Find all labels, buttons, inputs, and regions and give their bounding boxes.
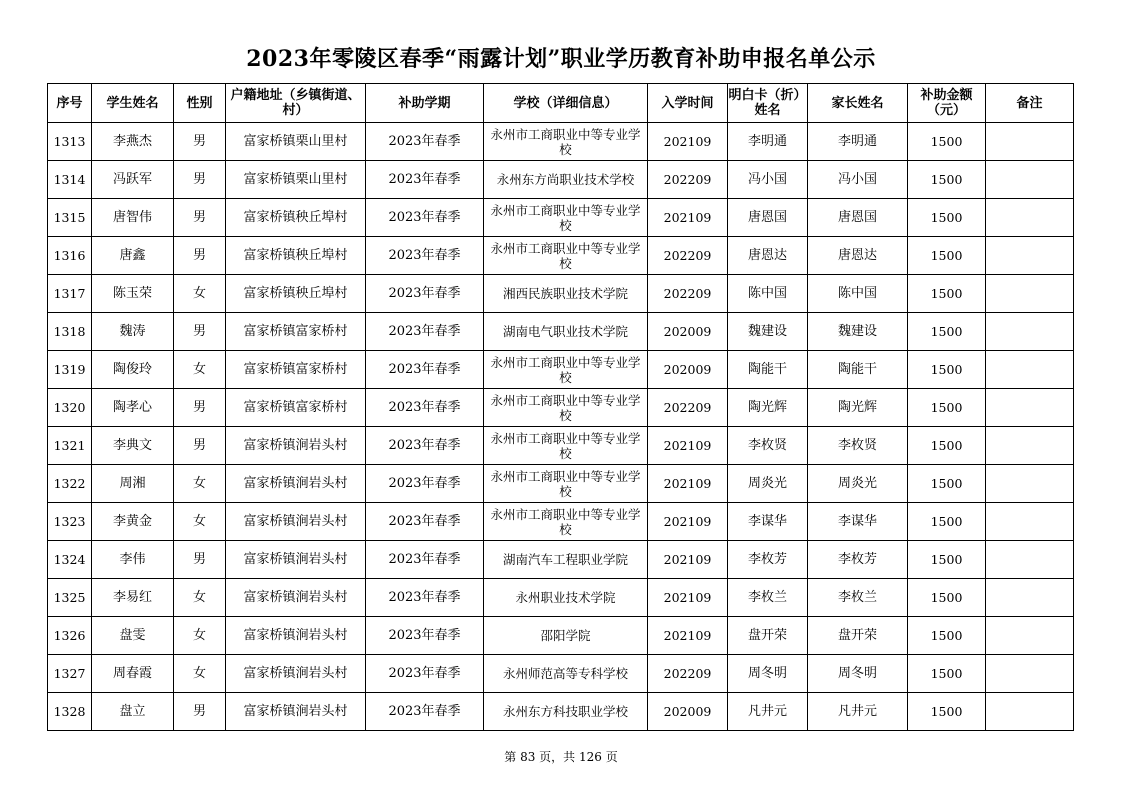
enrollment-date-cell: 202109 xyxy=(648,541,728,579)
remarks-cell xyxy=(986,237,1074,275)
student-name-cell: 唐智伟 xyxy=(92,199,174,237)
household-address-cell: 富家桥镇栗山里村 xyxy=(226,123,366,161)
household-address-cell: 富家桥镇秧丘埠村 xyxy=(226,199,366,237)
enrollment-date-cell: 202209 xyxy=(648,275,728,313)
school-cell: 永州东方尚职业技术学校 xyxy=(484,161,648,199)
household-address-cell: 富家桥镇涧岩头村 xyxy=(226,427,366,465)
card-holder-name-cell: 李枚兰 xyxy=(728,579,808,617)
serial-number-cell: 1322 xyxy=(48,465,92,503)
student-name-cell: 陶孝心 xyxy=(92,389,174,427)
enrollment-date-cell: 202009 xyxy=(648,351,728,389)
parent-name-cell: 陈中国 xyxy=(808,275,908,313)
table-row xyxy=(48,427,1074,465)
serial-number-cell: 1315 xyxy=(48,199,92,237)
household-address-cell: 富家桥镇富家桥村 xyxy=(226,351,366,389)
parent-name-cell: 周冬明 xyxy=(808,655,908,693)
subsidy-term-cell: 2023年春季 xyxy=(366,313,484,351)
household-address-cell: 富家桥镇涧岩头村 xyxy=(226,579,366,617)
card-holder-name-cell: 李明通 xyxy=(728,123,808,161)
column-header: 性别 xyxy=(174,84,226,123)
enrollment-date-cell: 202209 xyxy=(648,655,728,693)
school-cell: 湘西民族职业技术学院 xyxy=(484,275,648,313)
household-address-cell: 富家桥镇涧岩头村 xyxy=(226,503,366,541)
school-cell: 湖南电气职业技术学院 xyxy=(484,313,648,351)
subsidy-amount-cell: 1500 xyxy=(908,351,986,389)
remarks-cell xyxy=(986,427,1074,465)
gender-cell: 男 xyxy=(174,161,226,199)
school-cell: 永州市工商职业中等专业学校 xyxy=(484,199,648,237)
serial-number-cell: 1328 xyxy=(48,693,92,731)
school-cell: 永州职业技术学院 xyxy=(484,579,648,617)
enrollment-date-cell: 202009 xyxy=(648,693,728,731)
school-cell: 永州市工商职业中等专业学校 xyxy=(484,465,648,503)
household-address-cell: 富家桥镇秧丘埠村 xyxy=(226,237,366,275)
card-holder-name-cell: 唐恩达 xyxy=(728,237,808,275)
subsidy-amount-cell: 1500 xyxy=(908,465,986,503)
table-header-row xyxy=(48,84,1074,123)
subsidy-amount-cell: 1500 xyxy=(908,503,986,541)
gender-cell: 男 xyxy=(174,541,226,579)
student-name-cell: 冯跃军 xyxy=(92,161,174,199)
household-address-cell: 富家桥镇富家桥村 xyxy=(226,389,366,427)
enrollment-date-cell: 202009 xyxy=(648,313,728,351)
subsidy-term-cell: 2023年春季 xyxy=(366,503,484,541)
household-address-cell: 富家桥镇涧岩头村 xyxy=(226,465,366,503)
card-holder-name-cell: 李谋华 xyxy=(728,503,808,541)
column-header: 备注 xyxy=(986,84,1074,123)
card-holder-name-cell: 唐恩国 xyxy=(728,199,808,237)
parent-name-cell: 李枚芳 xyxy=(808,541,908,579)
serial-number-cell: 1323 xyxy=(48,503,92,541)
household-address-cell: 富家桥镇栗山里村 xyxy=(226,161,366,199)
parent-name-cell: 李谋华 xyxy=(808,503,908,541)
table-row xyxy=(48,389,1074,427)
subsidy-amount-cell: 1500 xyxy=(908,237,986,275)
enrollment-date-cell: 202109 xyxy=(648,579,728,617)
household-address-cell: 富家桥镇秧丘埠村 xyxy=(226,275,366,313)
parent-name-cell: 李明通 xyxy=(808,123,908,161)
remarks-cell xyxy=(986,693,1074,731)
serial-number-cell: 1324 xyxy=(48,541,92,579)
gender-cell: 女 xyxy=(174,351,226,389)
parent-name-cell: 陶能干 xyxy=(808,351,908,389)
serial-number-cell: 1320 xyxy=(48,389,92,427)
table-row xyxy=(48,465,1074,503)
table-row xyxy=(48,655,1074,693)
table-row xyxy=(48,161,1074,199)
subsidy-amount-cell: 1500 xyxy=(908,275,986,313)
serial-number-cell: 1325 xyxy=(48,579,92,617)
card-holder-name-cell: 凡井元 xyxy=(728,693,808,731)
school-cell: 永州市工商职业中等专业学校 xyxy=(484,351,648,389)
enrollment-date-cell: 202209 xyxy=(648,237,728,275)
student-name-cell: 李黄金 xyxy=(92,503,174,541)
student-name-cell: 李易红 xyxy=(92,579,174,617)
remarks-cell xyxy=(986,465,1074,503)
subsidy-term-cell: 2023年春季 xyxy=(366,123,484,161)
remarks-cell xyxy=(986,541,1074,579)
student-name-cell: 李伟 xyxy=(92,541,174,579)
gender-cell: 女 xyxy=(174,655,226,693)
student-name-cell: 唐鑫 xyxy=(92,237,174,275)
student-name-cell: 李典文 xyxy=(92,427,174,465)
page-footer: 第 83 页，共 126 页 xyxy=(504,750,618,764)
student-name-cell: 陈玉荣 xyxy=(92,275,174,313)
gender-cell: 男 xyxy=(174,313,226,351)
enrollment-date-cell: 202209 xyxy=(648,389,728,427)
subsidy-amount-cell: 1500 xyxy=(908,389,986,427)
household-address-cell: 富家桥镇涧岩头村 xyxy=(226,541,366,579)
table-row xyxy=(48,579,1074,617)
school-cell: 永州师范高等专科学校 xyxy=(484,655,648,693)
gender-cell: 女 xyxy=(174,579,226,617)
gender-cell: 女 xyxy=(174,617,226,655)
remarks-cell xyxy=(986,579,1074,617)
gender-cell: 男 xyxy=(174,389,226,427)
parent-name-cell: 周炎光 xyxy=(808,465,908,503)
subsidy-amount-cell: 1500 xyxy=(908,199,986,237)
subsidy-term-cell: 2023年春季 xyxy=(366,579,484,617)
subsidy-term-cell: 2023年春季 xyxy=(366,465,484,503)
subsidy-amount-cell: 1500 xyxy=(908,123,986,161)
subsidy-amount-cell: 1500 xyxy=(908,693,986,731)
subsidy-term-cell: 2023年春季 xyxy=(366,389,484,427)
school-cell: 邵阳学院 xyxy=(484,617,648,655)
subsidy-amount-cell: 1500 xyxy=(908,541,986,579)
card-holder-name-cell: 周冬明 xyxy=(728,655,808,693)
school-cell: 永州市工商职业中等专业学校 xyxy=(484,427,648,465)
card-holder-name-cell: 李枚芳 xyxy=(728,541,808,579)
column-header: 补助金额（元） xyxy=(908,84,986,123)
table-row xyxy=(48,123,1074,161)
school-cell: 永州市工商职业中等专业学校 xyxy=(484,389,648,427)
enrollment-date-cell: 202109 xyxy=(648,199,728,237)
school-cell: 湖南汽车工程职业学院 xyxy=(484,541,648,579)
remarks-cell xyxy=(986,351,1074,389)
subsidy-term-cell: 2023年春季 xyxy=(366,617,484,655)
household-address-cell: 富家桥镇富家桥村 xyxy=(226,313,366,351)
card-holder-name-cell: 冯小国 xyxy=(728,161,808,199)
page-title: 2023年零陵区春季“雨露计划”职业学历教育补助申报名单公示 xyxy=(246,46,876,72)
serial-number-cell: 1326 xyxy=(48,617,92,655)
table-row xyxy=(48,541,1074,579)
household-address-cell: 富家桥镇涧岩头村 xyxy=(226,693,366,731)
gender-cell: 男 xyxy=(174,693,226,731)
parent-name-cell: 凡井元 xyxy=(808,693,908,731)
card-holder-name-cell: 陶能干 xyxy=(728,351,808,389)
gender-cell: 男 xyxy=(174,199,226,237)
subsidy-table xyxy=(47,83,1074,731)
serial-number-cell: 1327 xyxy=(48,655,92,693)
table-row xyxy=(48,199,1074,237)
serial-number-cell: 1321 xyxy=(48,427,92,465)
column-header: 入学时间 xyxy=(648,84,728,123)
serial-number-cell: 1313 xyxy=(48,123,92,161)
remarks-cell xyxy=(986,503,1074,541)
enrollment-date-cell: 202109 xyxy=(648,427,728,465)
card-holder-name-cell: 盘开荣 xyxy=(728,617,808,655)
column-header: 序号 xyxy=(48,84,92,123)
student-name-cell: 盘立 xyxy=(92,693,174,731)
subsidy-amount-cell: 1500 xyxy=(908,313,986,351)
subsidy-amount-cell: 1500 xyxy=(908,161,986,199)
enrollment-date-cell: 202109 xyxy=(648,465,728,503)
enrollment-date-cell: 202109 xyxy=(648,503,728,541)
subsidy-amount-cell: 1500 xyxy=(908,617,986,655)
remarks-cell xyxy=(986,199,1074,237)
column-header: 明白卡（折）姓名 xyxy=(728,84,808,123)
remarks-cell xyxy=(986,389,1074,427)
household-address-cell: 富家桥镇涧岩头村 xyxy=(226,655,366,693)
table-body xyxy=(48,123,1074,731)
parent-name-cell: 李枚兰 xyxy=(808,579,908,617)
student-name-cell: 周春霞 xyxy=(92,655,174,693)
student-name-cell: 周湘 xyxy=(92,465,174,503)
gender-cell: 男 xyxy=(174,123,226,161)
parent-name-cell: 唐恩国 xyxy=(808,199,908,237)
parent-name-cell: 李枚贤 xyxy=(808,427,908,465)
subsidy-amount-cell: 1500 xyxy=(908,655,986,693)
subsidy-term-cell: 2023年春季 xyxy=(366,427,484,465)
table-row xyxy=(48,693,1074,731)
table-row xyxy=(48,351,1074,389)
remarks-cell xyxy=(986,617,1074,655)
table-row xyxy=(48,275,1074,313)
school-cell: 永州市工商职业中等专业学校 xyxy=(484,123,648,161)
subsidy-term-cell: 2023年春季 xyxy=(366,655,484,693)
subsidy-term-cell: 2023年春季 xyxy=(366,199,484,237)
enrollment-date-cell: 202109 xyxy=(648,123,728,161)
table-row xyxy=(48,617,1074,655)
gender-cell: 女 xyxy=(174,503,226,541)
subsidy-term-cell: 2023年春季 xyxy=(366,351,484,389)
enrollment-date-cell: 202109 xyxy=(648,617,728,655)
parent-name-cell: 冯小国 xyxy=(808,161,908,199)
card-holder-name-cell: 周炎光 xyxy=(728,465,808,503)
column-header: 户籍地址（乡镇街道、村） xyxy=(226,84,366,123)
remarks-cell xyxy=(986,123,1074,161)
household-address-cell: 富家桥镇涧岩头村 xyxy=(226,617,366,655)
subsidy-term-cell: 2023年春季 xyxy=(366,237,484,275)
card-holder-name-cell: 陈中国 xyxy=(728,275,808,313)
subsidy-term-cell: 2023年春季 xyxy=(366,161,484,199)
parent-name-cell: 唐恩达 xyxy=(808,237,908,275)
table-row xyxy=(48,503,1074,541)
subsidy-term-cell: 2023年春季 xyxy=(366,693,484,731)
column-header: 家长姓名 xyxy=(808,84,908,123)
remarks-cell xyxy=(986,313,1074,351)
subsidy-amount-cell: 1500 xyxy=(908,427,986,465)
remarks-cell xyxy=(986,275,1074,313)
serial-number-cell: 1314 xyxy=(48,161,92,199)
serial-number-cell: 1316 xyxy=(48,237,92,275)
card-holder-name-cell: 陶光辉 xyxy=(728,389,808,427)
parent-name-cell: 陶光辉 xyxy=(808,389,908,427)
subsidy-amount-cell: 1500 xyxy=(908,579,986,617)
student-name-cell: 李燕杰 xyxy=(92,123,174,161)
card-holder-name-cell: 李枚贤 xyxy=(728,427,808,465)
school-cell: 永州市工商职业中等专业学校 xyxy=(484,503,648,541)
table-row xyxy=(48,313,1074,351)
subsidy-term-cell: 2023年春季 xyxy=(366,541,484,579)
school-cell: 永州东方科技职业学校 xyxy=(484,693,648,731)
serial-number-cell: 1317 xyxy=(48,275,92,313)
card-holder-name-cell: 魏建设 xyxy=(728,313,808,351)
student-name-cell: 盘雯 xyxy=(92,617,174,655)
column-header: 学生姓名 xyxy=(92,84,174,123)
subsidy-term-cell: 2023年春季 xyxy=(366,275,484,313)
gender-cell: 女 xyxy=(174,465,226,503)
parent-name-cell: 魏建设 xyxy=(808,313,908,351)
gender-cell: 男 xyxy=(174,237,226,275)
serial-number-cell: 1318 xyxy=(48,313,92,351)
table-row xyxy=(48,237,1074,275)
remarks-cell xyxy=(986,655,1074,693)
parent-name-cell: 盘开荣 xyxy=(808,617,908,655)
enrollment-date-cell: 202209 xyxy=(648,161,728,199)
remarks-cell xyxy=(986,161,1074,199)
column-header: 学校（详细信息） xyxy=(484,84,648,123)
gender-cell: 女 xyxy=(174,275,226,313)
gender-cell: 男 xyxy=(174,427,226,465)
column-header: 补助学期 xyxy=(366,84,484,123)
school-cell: 永州市工商职业中等专业学校 xyxy=(484,237,648,275)
student-name-cell: 陶俊玲 xyxy=(92,351,174,389)
serial-number-cell: 1319 xyxy=(48,351,92,389)
student-name-cell: 魏涛 xyxy=(92,313,174,351)
